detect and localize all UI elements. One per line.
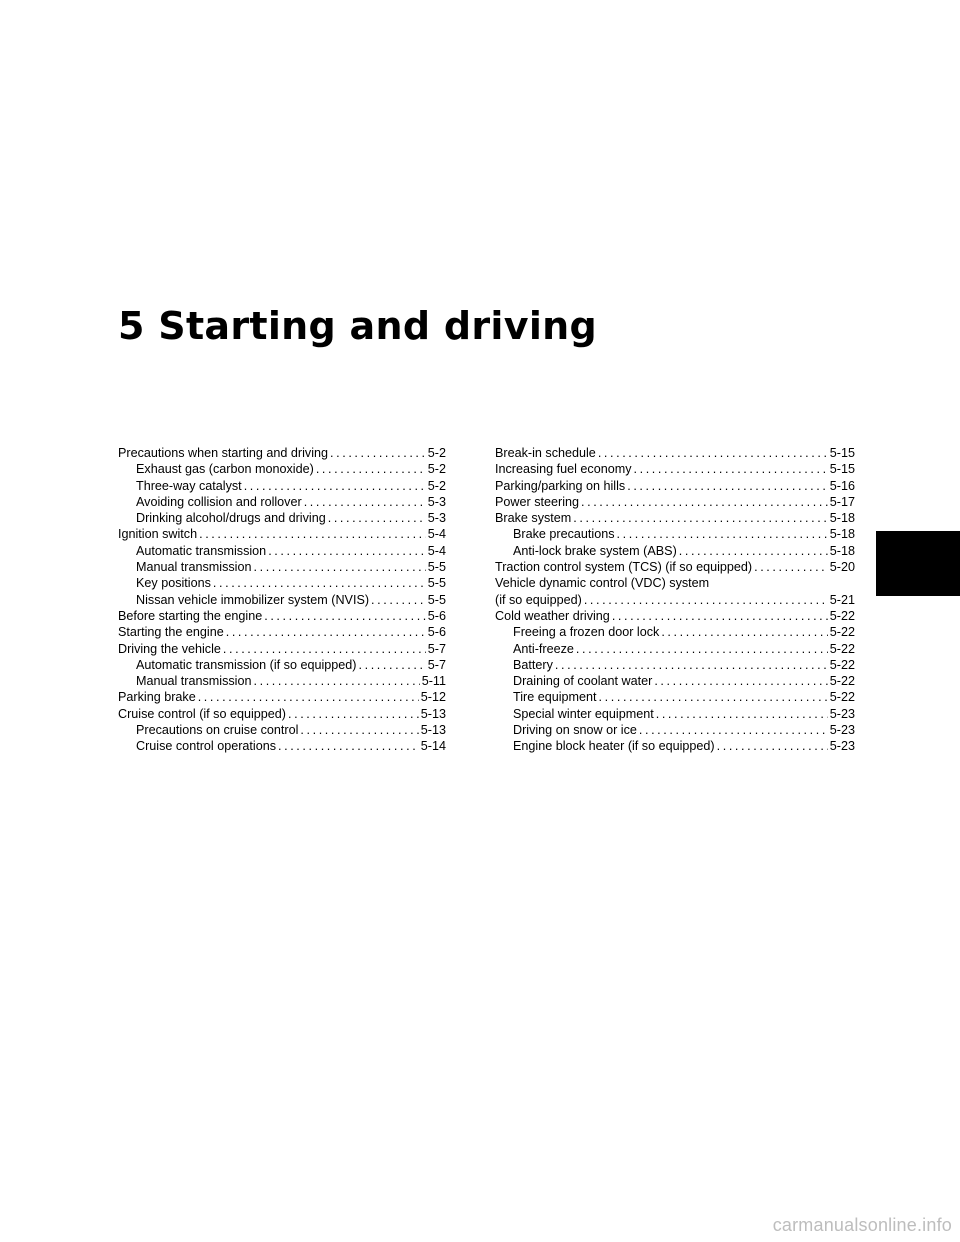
toc-entry[interactable]: [495, 641, 855, 657]
toc-entry-label: Break-in schedule: [495, 446, 596, 460]
toc-leader-dots: [599, 689, 828, 705]
toc-leader-dots: [198, 689, 419, 705]
toc-entry[interactable]: [495, 461, 855, 477]
toc-leader-dots: [199, 526, 426, 542]
toc-leader-dots: [244, 478, 426, 494]
toc-leader-dots: [754, 559, 828, 575]
toc-entry-label: Driving the vehicle: [118, 641, 221, 656]
toc-entry[interactable]: [495, 624, 855, 640]
toc-leader-dots: [573, 510, 827, 526]
toc-entry-page: 5-23: [829, 739, 855, 754]
toc-entry[interactable]: [495, 738, 855, 754]
toc-entry[interactable]: [118, 575, 446, 591]
toc-entry-label: Drinking alcohol/drugs and driving: [136, 511, 326, 526]
toc-leader-dots: [654, 673, 827, 689]
toc-leader-dots: [661, 624, 827, 640]
toc-entry[interactable]: [118, 526, 446, 542]
toc-entry[interactable]: [118, 445, 446, 461]
toc-leader-dots: [316, 461, 426, 477]
toc-entry[interactable]: [495, 657, 855, 673]
toc-entry-page: 5-22: [829, 608, 855, 623]
toc-entry[interactable]: [118, 608, 446, 624]
toc-entry-page: 5-18: [829, 543, 855, 558]
toc-entry-page: 5-5: [427, 576, 446, 591]
toc-entry-label: Automatic transmission (if so equipped): [136, 657, 357, 672]
toc-entry[interactable]: [495, 592, 855, 608]
toc-entry-page: 5-15: [829, 462, 855, 477]
chapter-title: 5 Starting and driving: [118, 304, 598, 348]
toc-entry-page: 5-11: [421, 674, 446, 689]
toc-entry-label: Driving on snow or ice: [513, 723, 637, 738]
toc-entry[interactable]: [495, 689, 855, 705]
toc-entry-page: 5-4: [427, 527, 446, 542]
toc-entry-page: 5-6: [427, 608, 446, 623]
toc-entry-label: Cruise control (if so equipped): [118, 706, 286, 721]
toc-entry[interactable]: [495, 559, 855, 575]
toc-entry-label: Brake precautions: [513, 527, 615, 542]
toc-entry-label: Engine block heater (if so equipped): [513, 739, 715, 754]
toc-entry-page: 5-16: [829, 478, 855, 493]
toc-entry[interactable]: [495, 543, 855, 559]
toc-leader-dots: [330, 445, 426, 461]
toc-leader-dots: [223, 641, 426, 657]
toc-entry-page: 5-17: [829, 494, 855, 509]
toc-entry-page: 5-4: [427, 543, 446, 558]
toc-entry-label: Brake system: [495, 511, 572, 526]
toc-leader-dots: [612, 608, 828, 624]
toc-leader-dots: [555, 657, 828, 673]
toc-leader-dots: [679, 543, 828, 559]
toc-entry-label: Anti-freeze: [513, 641, 574, 656]
toc-right-column: [495, 445, 855, 755]
toc-entry-page: 5-21: [829, 592, 855, 607]
toc-leader-dots: [304, 494, 426, 510]
toc-entry[interactable]: [495, 510, 855, 526]
toc-entry[interactable]: [118, 624, 446, 640]
toc-entry-page: 5-5: [427, 592, 446, 607]
toc-entry-page: 5-2: [427, 462, 446, 477]
toc-entry[interactable]: [118, 657, 446, 673]
toc-entry-label: Traction control system (TCS) (if so equipped): [495, 560, 753, 575]
toc-entry[interactable]: [495, 575, 855, 591]
toc-leader-dots: [717, 738, 828, 754]
toc-leader-dots: [598, 445, 828, 461]
toc-leader-dots: [226, 624, 426, 640]
toc-entry-page: 5-13: [420, 706, 446, 721]
toc-leader-dots: [213, 575, 426, 591]
toc-entry[interactable]: [118, 689, 446, 705]
toc-entry-label: Anti-lock brake system (ABS): [513, 543, 677, 558]
toc-leader-dots: [581, 494, 828, 510]
toc-leader-dots: [639, 722, 828, 738]
toc-entry-page: 5-13: [420, 723, 446, 738]
toc-entry-label: Special winter equipment: [513, 706, 654, 721]
toc-entry[interactable]: [495, 526, 855, 542]
toc-entry-label: Before starting the engine: [118, 608, 263, 623]
toc-entry[interactable]: [118, 461, 446, 477]
toc-entry[interactable]: [118, 706, 446, 722]
toc-entry[interactable]: [118, 722, 446, 738]
toc-entry-label: Increasing fuel economy: [495, 462, 632, 477]
toc-entry[interactable]: [495, 706, 855, 722]
toc-entry[interactable]: [495, 445, 855, 461]
toc-leader-dots: [584, 592, 828, 608]
toc-entry-page: 5-18: [829, 511, 855, 526]
toc-entry[interactable]: [118, 673, 446, 689]
toc-leader-dots: [264, 608, 426, 624]
toc-entry-label: Ignition switch: [118, 527, 198, 542]
toc-entry[interactable]: [495, 722, 855, 738]
toc-leader-dots: [254, 559, 426, 575]
toc-entry-label: Manual transmission: [136, 560, 252, 575]
toc-entry[interactable]: [495, 608, 855, 624]
toc-leader-dots: [288, 706, 419, 722]
toc-entry-label: Parking/parking on hills: [495, 478, 626, 493]
toc-entry-page: 5-6: [427, 625, 446, 640]
toc-leader-dots: [617, 526, 828, 542]
toc-entry-label: (if so equipped): [495, 592, 582, 607]
toc-entry-page: 5-14: [420, 739, 446, 754]
toc-leader-dots: [634, 461, 828, 477]
toc-entry-page: 5-23: [829, 723, 855, 738]
toc-entry[interactable]: [118, 543, 446, 559]
toc-entry-page: 5-2: [427, 446, 446, 460]
toc-entry-label: Nissan vehicle immobilizer system (NVIS): [136, 592, 370, 607]
toc-entry-page: 5-3: [427, 494, 446, 509]
toc-entry-page: 5-18: [829, 527, 855, 542]
toc-entry-label: Cruise control operations: [136, 739, 277, 754]
toc-entry-page: 5-2: [427, 478, 446, 493]
toc-entry-page: 5-22: [829, 690, 855, 705]
toc-entry-page: 5-3: [427, 511, 446, 526]
toc-entry[interactable]: [118, 494, 446, 510]
toc-entry-label: Key positions: [136, 576, 211, 591]
toc-entry-label: Automatic transmission: [136, 543, 267, 558]
toc-entry-page: 5-22: [829, 625, 855, 640]
toc-leader-dots: [254, 673, 420, 689]
toc-entry-label: Precautions on cruise control: [136, 723, 299, 738]
toc-entry-page: 5-22: [829, 657, 855, 672]
toc-entry-label: Power steering: [495, 494, 579, 509]
toc-entry[interactable]: [118, 641, 446, 657]
toc-entry[interactable]: [118, 738, 446, 754]
toc-entry[interactable]: [118, 510, 446, 526]
toc-entry[interactable]: [118, 559, 446, 575]
toc-entry-label: Draining of coolant water: [513, 674, 653, 689]
toc-entry[interactable]: [495, 478, 855, 494]
toc-entry-label: Tire equipment: [513, 690, 597, 705]
toc-entry-page: 5-7: [427, 657, 446, 672]
toc-leader-dots: [359, 657, 426, 673]
toc-entry[interactable]: [495, 494, 855, 510]
toc-entry-label: Vehicle dynamic control (VDC) system: [495, 576, 710, 591]
toc-entry-page: 5-22: [829, 641, 855, 656]
toc-entry-label: Parking brake: [118, 690, 196, 705]
toc-entry-page: 5-12: [420, 690, 446, 705]
toc-entry-label: Battery: [513, 657, 553, 672]
toc-entry-label: Starting the engine: [118, 625, 224, 640]
toc-entry-label: Manual transmission: [136, 674, 252, 689]
toc-entry[interactable]: [118, 592, 446, 608]
toc-entry-page: 5-15: [829, 446, 855, 460]
toc-leader-dots: [328, 510, 426, 526]
toc-leader-dots: [300, 722, 418, 738]
toc-entry-page: 5-20: [829, 560, 855, 575]
toc-entry-label: Avoiding collision and rollover: [136, 494, 302, 509]
chapter-side-tab: [876, 531, 960, 596]
toc-entry-label: Three-way catalyst: [136, 478, 242, 493]
toc-leader-dots: [627, 478, 828, 494]
toc-leader-dots: [371, 592, 426, 608]
toc-entry[interactable]: [118, 478, 446, 494]
toc-entry-page: 5-23: [829, 706, 855, 721]
toc-entry-page: 5-22: [829, 674, 855, 689]
watermark-text: carmanualsonline.info: [772, 1215, 952, 1235]
toc-entry-label: Exhaust gas (carbon monoxide): [136, 462, 314, 477]
toc-leader-dots: [576, 641, 828, 657]
toc-leader-dots: [268, 543, 426, 559]
toc-entry-label: Cold weather driving: [495, 608, 610, 623]
toc-leader-dots: [656, 706, 828, 722]
toc-entry-page: 5-7: [427, 641, 446, 656]
toc-entry-label: Freeing a frozen door lock: [513, 625, 660, 640]
toc-entry-label: Precautions when starting and driving: [118, 446, 329, 460]
toc-entry[interactable]: [495, 673, 855, 689]
toc-leader-dots: [278, 738, 419, 754]
toc-left-column: [118, 445, 446, 755]
toc-entry-page: 5-5: [427, 560, 446, 575]
